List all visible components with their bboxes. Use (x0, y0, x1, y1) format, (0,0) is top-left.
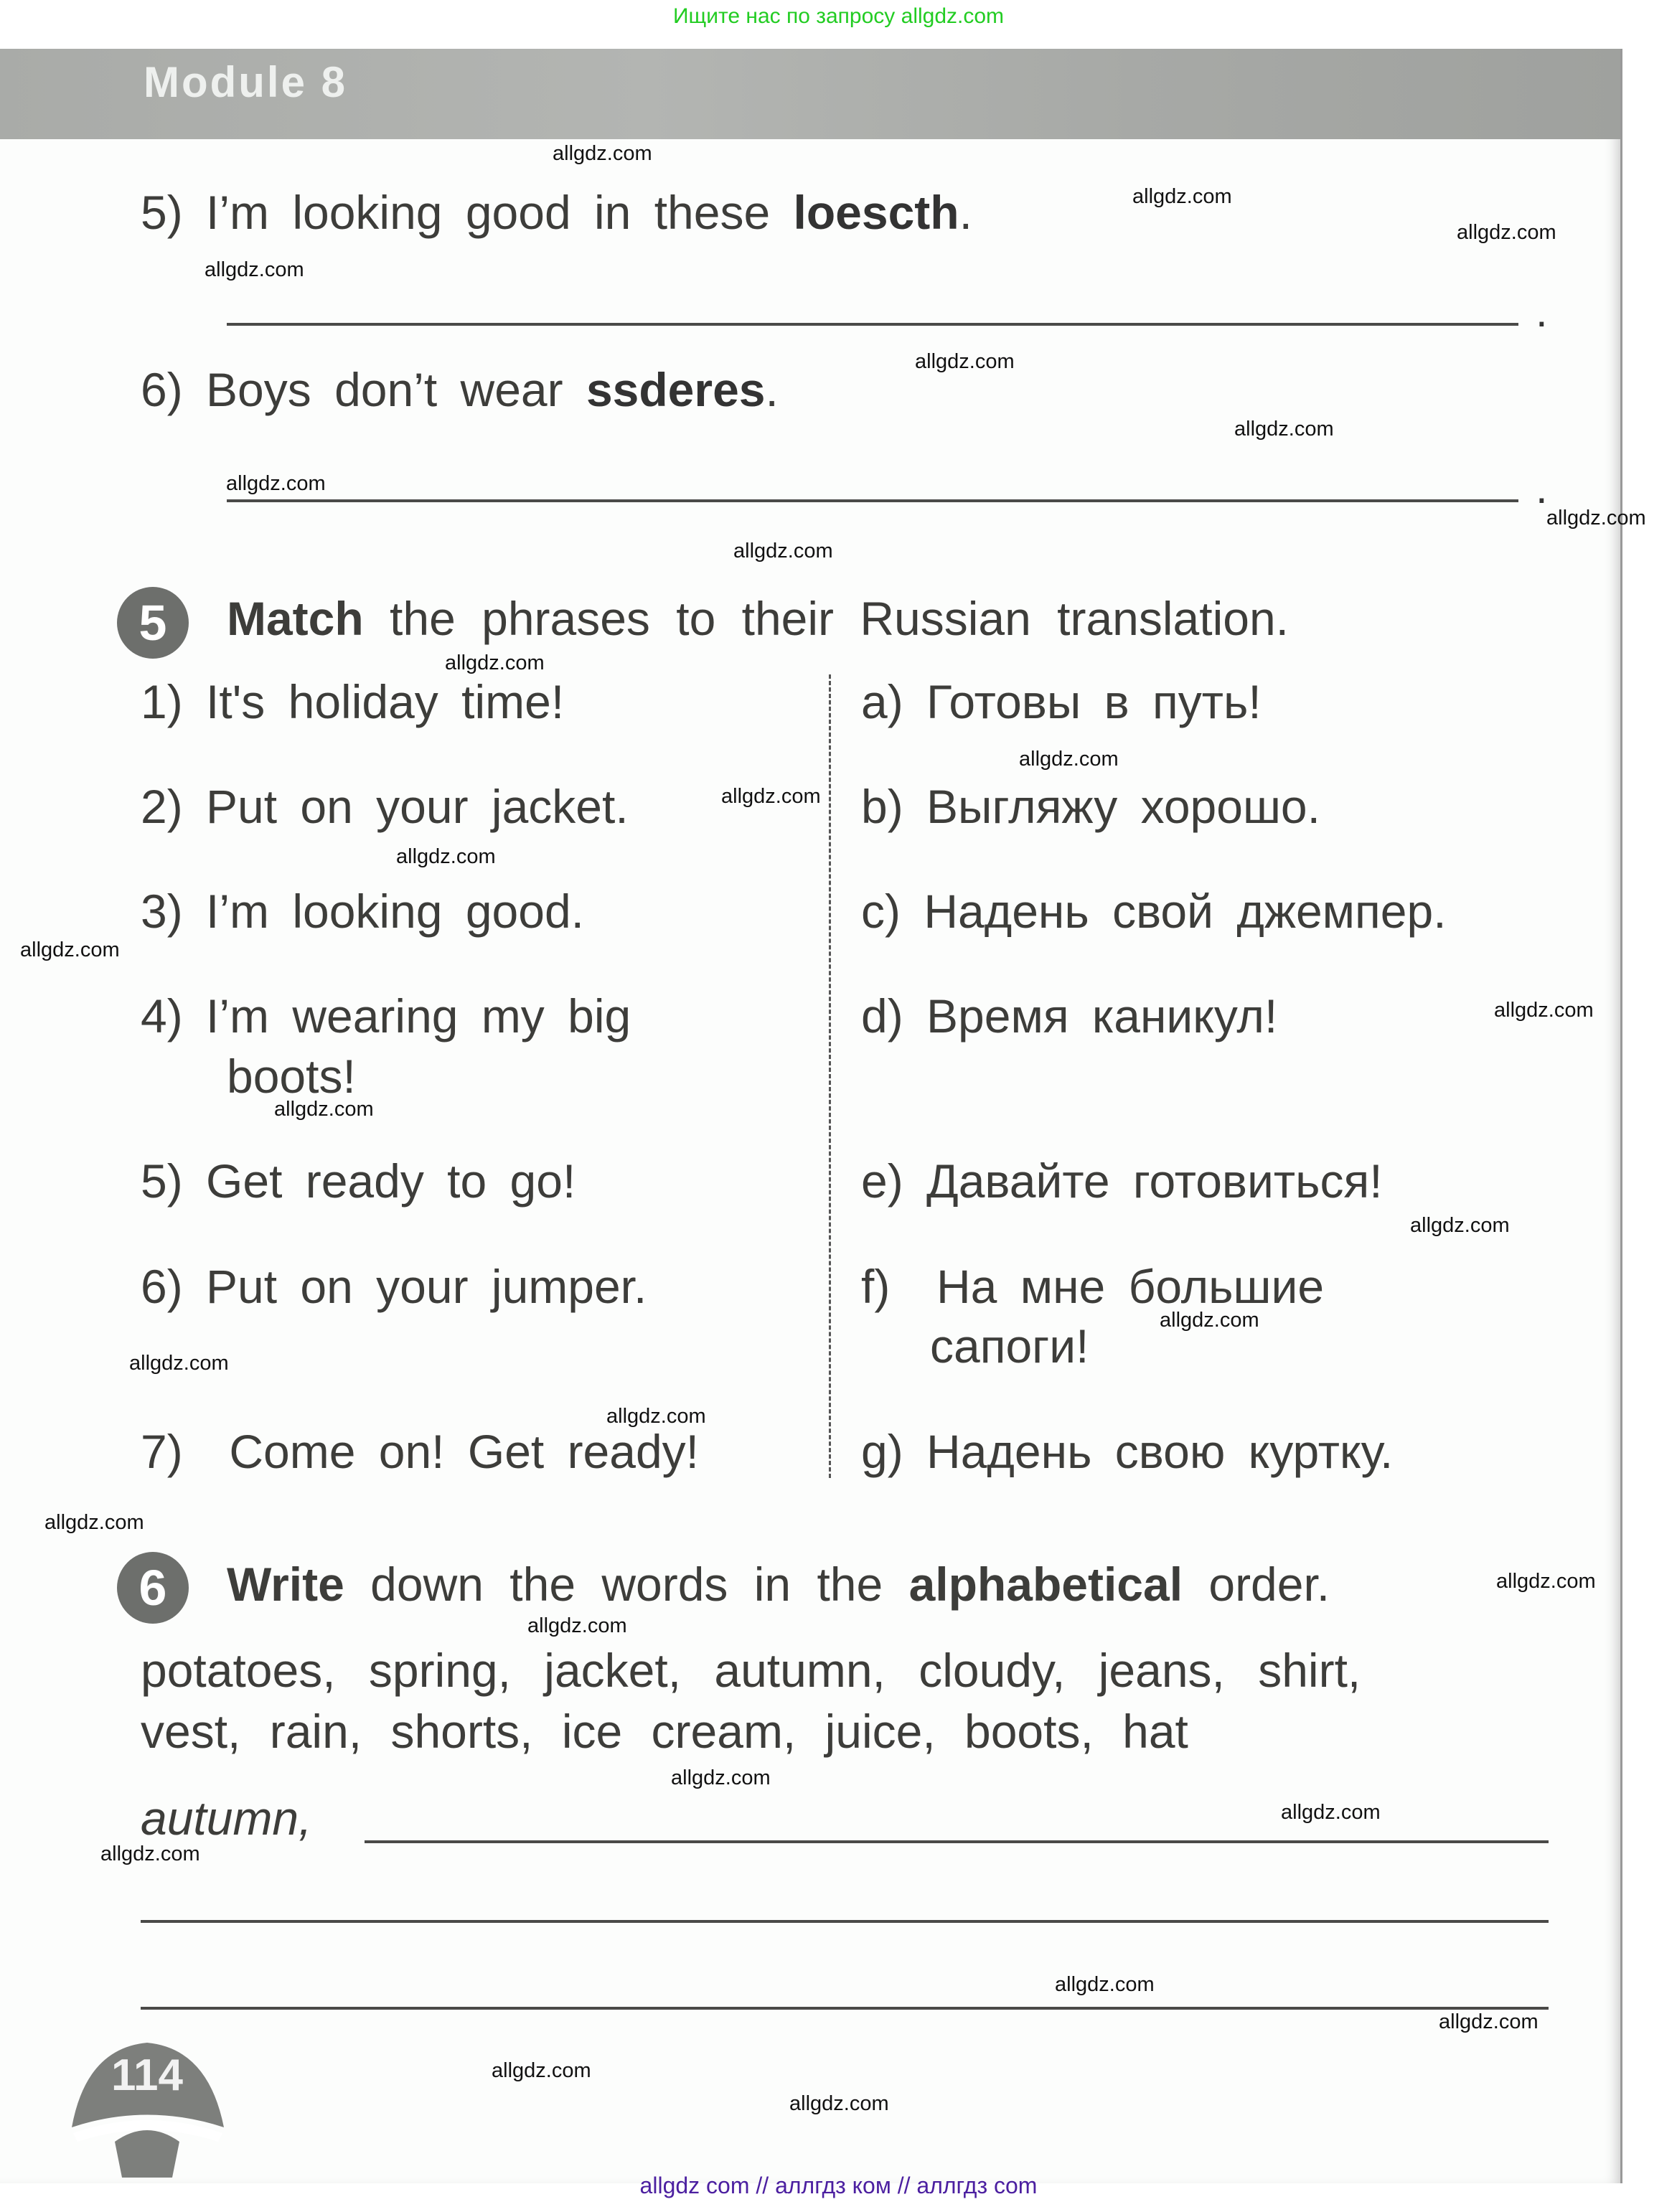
watermark: allgdz.com (789, 2092, 889, 2115)
ex4-item-6 (141, 362, 779, 417)
page-number: 114 (111, 2051, 184, 2100)
match-left-3[interactable] (141, 884, 584, 938)
title-bold: Write (227, 1558, 344, 1611)
answer-start-word: autumn, (141, 1792, 312, 1845)
item-text: Готовы в путь! (926, 675, 1262, 728)
item-letter: e) (861, 1154, 903, 1208)
watermark: allgdz.com (20, 938, 120, 961)
watermark: allgdz.com (553, 142, 652, 165)
watermark: allgdz.com (226, 472, 326, 495)
dotted-divider (829, 674, 831, 1478)
watermark: allgdz.com (274, 1098, 374, 1121)
item-letter: f) (861, 1260, 891, 1313)
match-right-f-cont: сапоги! (930, 1319, 1089, 1373)
match-left-7[interactable] (141, 1424, 699, 1479)
exercise-6-title (227, 1557, 1330, 1611)
item-text: Надень свой джемпер. (924, 885, 1447, 938)
match-left-2[interactable] (141, 779, 629, 834)
item-letter: c) (861, 885, 901, 938)
item-text: Put on your jumper. (206, 1260, 647, 1313)
item-number: 6) (141, 1260, 183, 1313)
watermark: allgdz.com (396, 845, 496, 868)
answer-line-2[interactable] (141, 1920, 1549, 1923)
title-bold: alphabetical (908, 1558, 1183, 1611)
word-list-line-2: vest, rain, shorts, ice cream, juice, boots, hat (141, 1705, 1188, 1758)
watermark: allgdz.com (205, 258, 304, 281)
punctuation: . (959, 186, 972, 239)
item-text: На мне большие (936, 1260, 1325, 1313)
watermark: allgdz.com (671, 1766, 771, 1789)
item-text: Come on! Get ready! (229, 1425, 700, 1478)
item-number: 3) (141, 885, 183, 938)
match-left-4-cont: boots! (227, 1050, 356, 1103)
watermark: allgdz.com (129, 1352, 229, 1375)
item-text: Надень свою куртку. (926, 1425, 1394, 1478)
item-text: Выгляжу хорошо. (926, 780, 1320, 833)
word-list-line-1: potatoes, spring, jacket, autumn, cloudy, jeans, shirt, (141, 1644, 1361, 1697)
watermark: allgdz.com (445, 651, 545, 674)
item-text: Boys don’t wear (206, 363, 586, 416)
watermark: allgdz.com (1494, 999, 1594, 1022)
item-text: Get ready to go! (206, 1154, 576, 1208)
ex4-item-5 (141, 185, 972, 240)
watermark: allgdz.com (1019, 748, 1119, 771)
top-watermark-banner: Ищите нас по запросу allgdz.com (672, 4, 1005, 28)
line-end-dot: . (1536, 464, 1548, 512)
watermark: allgdz.com (1132, 185, 1232, 208)
item-letter: d) (861, 989, 903, 1043)
watermark: allgdz.com (1546, 507, 1646, 530)
item-number: 5) (141, 1154, 183, 1208)
watermark: allgdz.com (606, 1405, 706, 1428)
item-text: I’m wearing my big (206, 989, 631, 1043)
match-left-5[interactable] (141, 1154, 576, 1208)
scrambled-word: ssderes (586, 363, 766, 416)
line-end-dot: . (1536, 288, 1548, 336)
item-text: Давайте готовиться! (926, 1154, 1383, 1208)
item-text: I’m looking good in these (206, 186, 794, 239)
item-number: 1) (141, 675, 183, 728)
title-rest: the phrases to their Russian translation. (390, 592, 1289, 645)
item-letter: a) (861, 675, 903, 728)
title-mid: down the words in the (370, 1558, 883, 1611)
item-text: It's holiday time! (206, 675, 565, 728)
item-number: 2) (141, 780, 183, 833)
item-text: Put on your jacket. (206, 780, 629, 833)
watermark: allgdz.com (100, 1842, 200, 1865)
bottom-watermark-banner: allgdz com // аллгдз ком // аллгдз com (639, 2173, 1038, 2198)
watermark: allgdz.com (1496, 1570, 1596, 1593)
watermark: allgdz.com (492, 2059, 591, 2082)
watermark: allgdz.com (1160, 1309, 1259, 1332)
item-number: 7) (141, 1425, 183, 1478)
punctuation: . (765, 363, 779, 416)
match-right-f[interactable] (861, 1259, 1324, 1314)
item-letter: g) (861, 1425, 903, 1478)
watermark: allgdz.com (721, 785, 821, 808)
item-number: 6) (141, 363, 183, 416)
item-number: 4) (141, 989, 183, 1043)
match-right-g[interactable] (861, 1424, 1393, 1479)
module-title: Module 8 (144, 58, 348, 106)
title-end: order. (1208, 1558, 1330, 1611)
answer-line-1[interactable] (365, 1840, 1549, 1843)
match-right-a[interactable] (861, 674, 1262, 729)
match-right-b[interactable] (861, 779, 1320, 834)
watermark: allgdz.com (1234, 418, 1334, 441)
watermark: allgdz.com (1055, 1973, 1155, 1996)
title-bold: Match (227, 592, 364, 645)
exercise-6-badge: 6 (117, 1552, 189, 1624)
answer-line-5[interactable] (227, 323, 1518, 326)
watermark: allgdz.com (915, 350, 1015, 373)
scrambled-word: loescth (793, 186, 959, 239)
answer-line-6[interactable] (227, 499, 1518, 502)
watermark: allgdz.com (44, 1511, 144, 1534)
match-right-e[interactable] (861, 1154, 1383, 1208)
watermark: allgdz.com (1439, 2010, 1539, 2033)
watermark: allgdz.com (1457, 221, 1556, 244)
watermark: allgdz.com (1281, 1801, 1381, 1824)
item-text: I’m looking good. (206, 885, 584, 938)
answer-line-3[interactable] (141, 2007, 1549, 2010)
watermark: allgdz.com (1410, 1214, 1510, 1237)
match-left-6[interactable] (141, 1259, 647, 1314)
match-left-1[interactable] (141, 674, 564, 729)
match-right-d[interactable] (861, 989, 1277, 1043)
watermark: allgdz.com (733, 540, 833, 563)
item-number: 5) (141, 186, 183, 239)
exercise-5-badge: 5 (117, 587, 189, 659)
item-text: Время каникул! (926, 989, 1278, 1043)
watermark: allgdz.com (527, 1614, 627, 1637)
page-number-mushroom-icon (65, 2034, 230, 2178)
exercise-5-title (227, 591, 1289, 646)
match-right-c[interactable] (861, 884, 1447, 938)
item-letter: b) (861, 780, 903, 833)
match-left-4[interactable] (141, 989, 631, 1043)
